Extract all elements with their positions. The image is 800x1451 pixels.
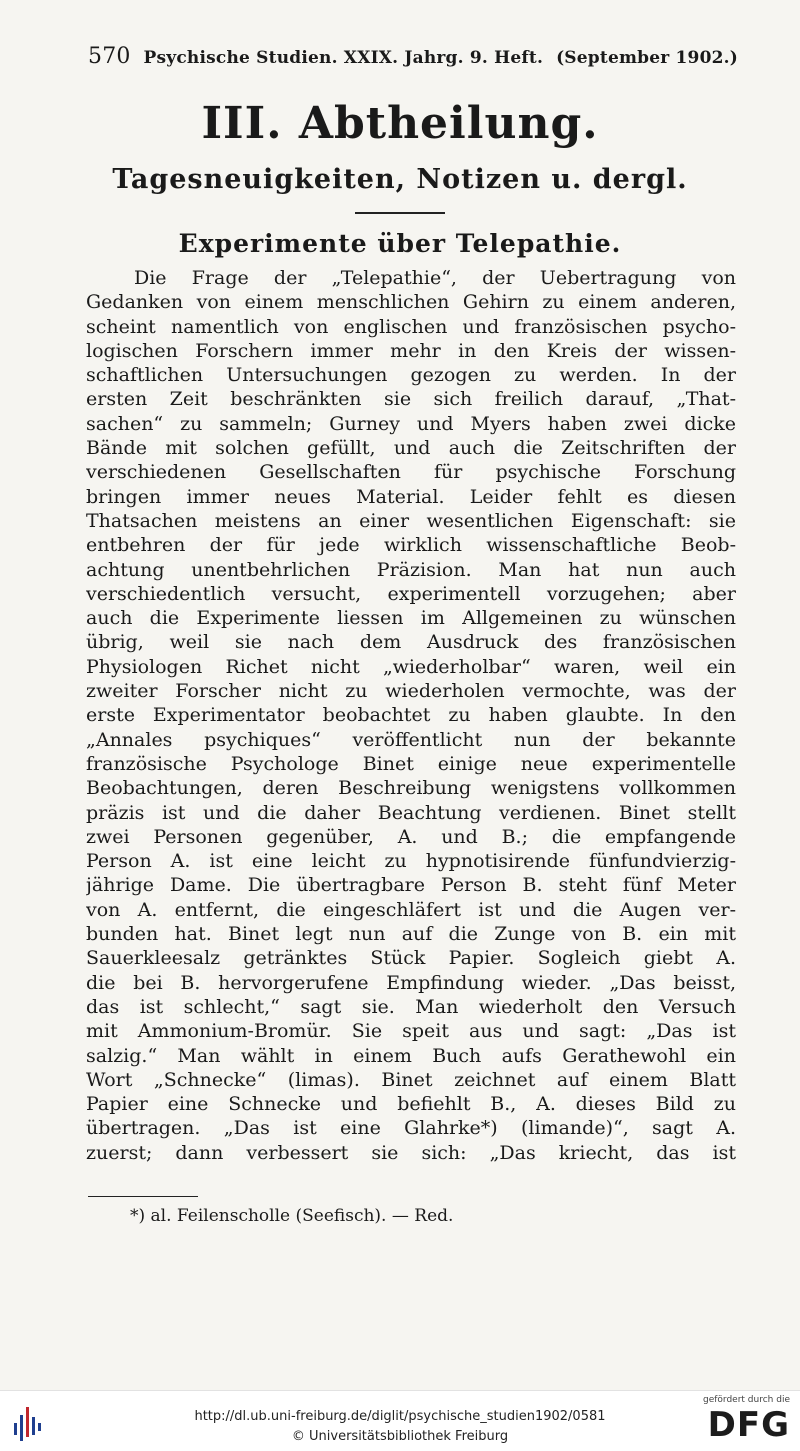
text-line: schaftlichen Untersuchungen gezogen zu werden. In der [86,364,736,387]
page-number: 570 [88,44,131,69]
text-line: Papier eine Schnecke und befiehlt B., A. dieses Bild zu [86,1093,736,1116]
text-line: achtung unentbehrlichen Präzision. Man hat nun auch [86,558,736,581]
section-title: III. Abtheilung. [201,98,599,149]
text-line: Person A. ist eine leicht zu hypnotisirende fünfundvierzig- [86,850,736,873]
text-line: präzis ist und die daher Beachtung verdienen. Binet stellt [86,801,736,824]
text-line: bunden hat. Binet legt nun auf die Zunge von B. ein mit [86,923,736,946]
text-line: sachen“ zu sammeln; Gurney und Myers haben zwei dicke [86,412,736,435]
text-line: salzig.“ Man wählt in einem Buch aufs Gerathewohl ein [86,1044,736,1067]
issue-date: (September 1902.) [556,48,738,68]
funding-note: gefördert durch die [703,1395,790,1405]
text-line: verschiedenen Gesellschaften für psychische Forschung [86,461,736,484]
text-line: verschiedentlich versucht, experimentell vorzugehen; aber [86,582,736,605]
text-line: ersten Zeit beschränkten sie sich freilich darauf, „That- [86,388,736,411]
section-subtitle: Tagesneuigkeiten, Notizen u. dergl. [112,164,688,195]
text-line: Sauerkleesalz getränktes Stück Papier. Sogleich giebt A. [86,947,736,970]
article-body [86,266,736,1165]
running-header [88,44,738,74]
text-line: entbehren der für jede wirklich wissenschaftliche Beob- [86,534,736,557]
text-line: Thatsachen meistens an einer wesentlichen Eigenschaft: sie [86,509,736,532]
text-line: „Annales psychiques“ veröffentlicht nun der bekannte [86,728,736,751]
text-line: zweiter Forscher nicht zu wiederholen vermochte, was der [86,680,736,703]
footnote-divider [88,1196,198,1197]
text-line: mit Ammonium-Bromür. Sie speit aus und sagt: „Das ist [86,1020,736,1043]
viewer-footer [0,1390,800,1451]
text-line: zuerst; dann verbessert sie sich: „Das kriecht, das ist [86,1141,736,1164]
text-line: übrig, weil sie nach dem Ausdruck des französischen [86,631,736,654]
title-divider [355,212,445,214]
text-line: Gedanken von einem menschlichen Gehirn zu einem anderen, [86,291,736,314]
text-line: jährige Dame. Die übertragbare Person B. steht fünf Meter [86,874,736,897]
text-line: übertragen. „Das ist eine Glahrke*) (limande)“, sagt A. [86,1117,736,1140]
text-line: zwei Personen gegenüber, A. und B.; die empfangende [86,825,736,848]
permalink[interactable]: http://dl.ub.uni-freiburg.de/diglit/psychische_studien1902/0581 [194,1409,606,1424]
text-line: von A. entfernt, die eingeschläfert ist und die Augen ver- [86,898,736,921]
copyright: © Universitätsbibliothek Freiburg [291,1429,509,1444]
text-line: Die Frage der „Telepathie“, der Uebertragung von [134,267,736,289]
text-line: scheint namentlich von englischen und französischen psycho- [86,315,736,338]
text-line: französische Psychologe Binet einige neue experimentelle [86,752,736,775]
dfg-logo: DFG [707,1405,790,1445]
text-line: auch die Experimente liessen im Allgemeinen zu wünschen [86,607,736,630]
text-line: Wort „Schnecke“ (limas). Binet zeichnet auf einem Blatt [86,1068,736,1091]
text-line: logischen Forschern immer mehr in den Kreis der wissen- [86,339,736,362]
running-title: Psychische Studien. XXIX. Jahrg. 9. Heft. [143,48,544,68]
text-line: die bei B. hervorgerufene Empfindung wieder. „Das beisst, [86,971,736,994]
text-line: bringen immer neues Material. Leider fehlt es diesen [86,485,736,508]
text-line: Physiologen Richet nicht „wiederholbar“ waren, weil ein [86,655,736,678]
article-title: Experimente über Telepathie. [178,229,622,258]
text-line: das ist schlecht,“ sagt sie. Man wiederholt den Versuch [86,995,736,1018]
text-line: Beobachtungen, deren Beschreibung wenigstens vollkommen [86,777,736,800]
text-line: Bände mit solchen gefüllt, und auch die Zeitschriften der [86,437,736,460]
footnote: *) al. Feilenscholle (Seefisch). — Red. [130,1206,454,1226]
text-line: erste Experimentator beobachtet zu haben glaubte. In den [86,704,736,727]
